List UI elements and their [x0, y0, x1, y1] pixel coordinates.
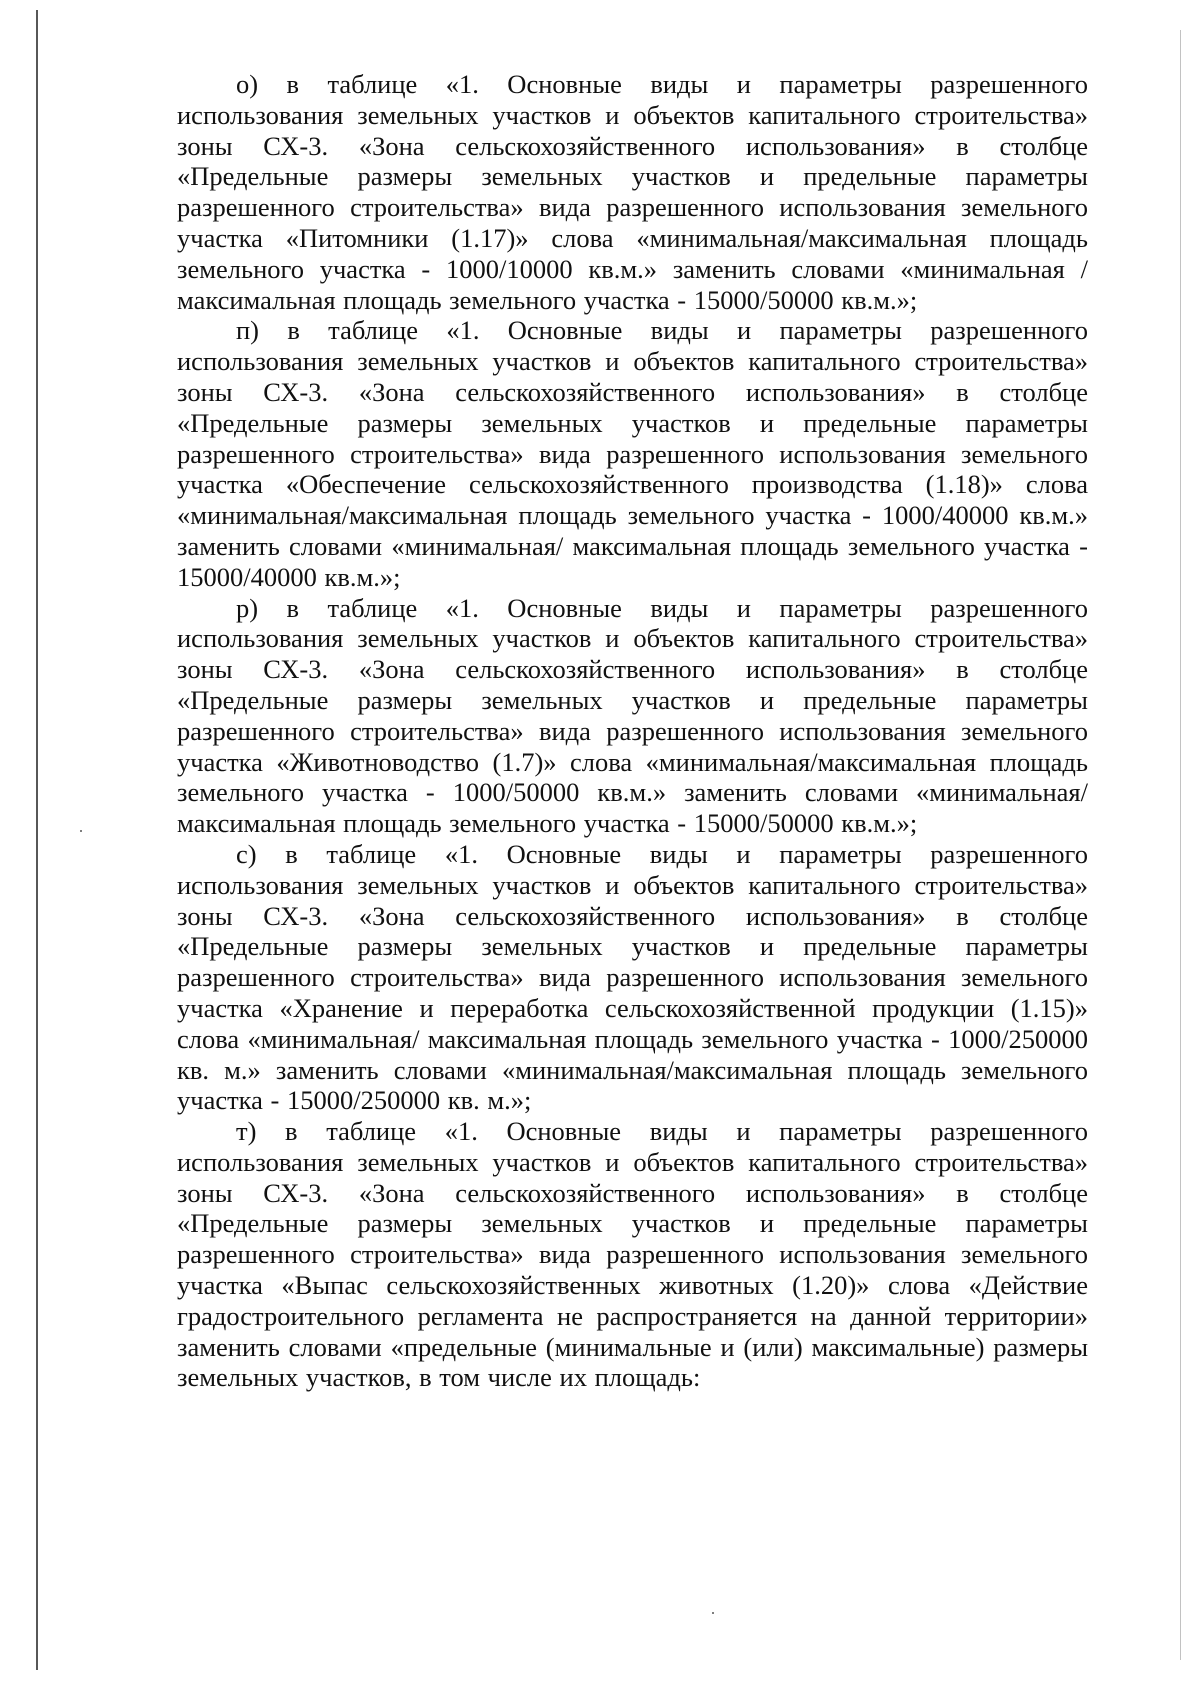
scan-edge-right [1180, 30, 1181, 1660]
paragraph-o: о) в таблице «1. Основные виды и параметры разрешенного использования земельных участков и объектов капитального строительства» зоны СХ-3. «Зона сельскохозяйственного использования» в столбце «Предельные размеры земельных участков и предельные параметры разрешенного строительства» вида разрешенного использования земельного участка «Питомники (1.17)» слова «минимальная/максимальная площадь земельного участка - 1000/10000 кв.м.» заменить словами «минимальная / максимальная площадь земельного участка - 15000/50000 кв.м.»; [177, 69, 1088, 315]
paragraph-t: т) в таблице «1. Основные виды и параметры разрешенного использования земельных участков и объектов капитального строительства» зоны СХ-3. «Зона сельскохозяйственного использования» в столбце «Предельные размеры земельных участков и предельные параметры разрешенного строительства» вида разрешенного использования земельного участка «Выпас сельскохозяйственных животных (1.20)» слова «Действие градостроительного регламента не распространяется на данной территории» заменить словами «предельные (минимальные и (или) максимальные) размеры земельных участков, в том числе их площадь: [177, 1116, 1088, 1393]
paragraph-r: р) в таблице «1. Основные виды и параметры разрешенного использования земельных участков и объектов капитального строительства» зоны СХ-3. «Зона сельскохозяйственного использования» в столбце «Предельные размеры земельных участков и предельные параметры разрешенного строительства» вида разрешенного использования земельного участка «Животноводство (1.7)» слова «минимальная/максимальная площадь земельного участка - 1000/50000 кв.м.» заменить словами «минимальная/максимальная площадь земельного участка - 15000/50000 кв.м.»; [177, 592, 1088, 839]
scan-edge-left [36, 10, 38, 1670]
paragraph-p: п) в таблице «1. Основные виды и параметры разрешенного использования земельных участков и объектов капитального строительства» зоны СХ-3. «Зона сельскохозяйственного использования» в столбце «Предельные размеры земельных участков и предельные параметры разрешенного строительства» вида разрешенного использования земельного участка «Обеспечение сельскохозяйственного производства (1.18)» слова «минимальная/максимальная площадь земельного участка - 1000/40000 кв.м.» заменить словами «минимальная/ максимальная площадь земельного участка - 15000/40000 кв.м.»; [177, 315, 1088, 592]
paragraph-s: с) в таблице «1. Основные виды и параметры разрешенного использования земельных участков и объектов капитального строительства» зоны СХ-3. «Зона сельскохозяйственного использования» в столбце «Предельные размеры земельных участков и предельные параметры разрешенного строительства» вида разрешенного использования земельного участка «Хранение и переработка сельскохозяйственной продукции (1.15)» слова «минимальная/ максимальная площадь земельного участка - 1000/250000 кв. м.» заменить словами «минимальная/максимальная площадь земельного участка - 15000/250000 кв. м.»; [177, 838, 1088, 1116]
scan-speck [80, 830, 82, 832]
document-body [177, 69, 1088, 1393]
scan-speck [712, 1612, 714, 1614]
